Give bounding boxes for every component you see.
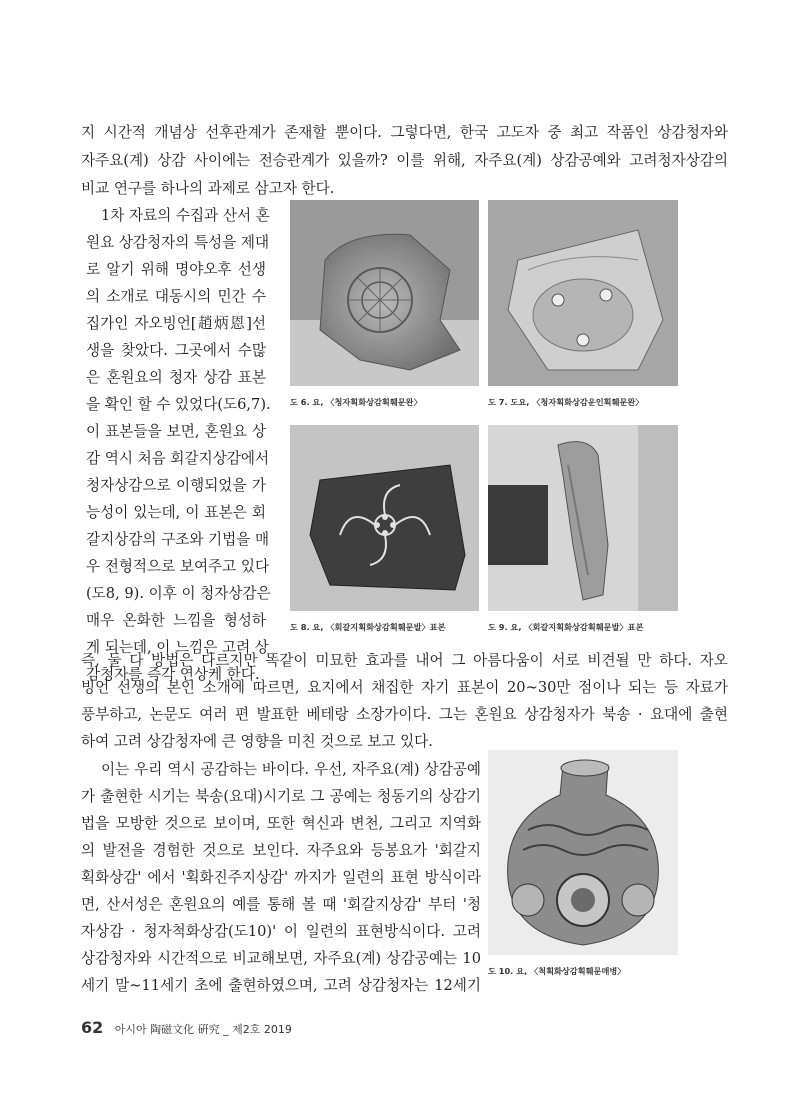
text-line: 자상감 · 청자척화상감(도10)' 이 일련의 표현방식이다. 고려 [81, 923, 481, 940]
text-line: 즉, 둘 다 방법은 다르지만 똑같이 미묘한 효과를 내어 그 아름다움이 서로 비견될 만 하다. 자오 [81, 652, 728, 669]
text-line: (도8, 9). 이후 이 청자상감은 [86, 585, 271, 602]
text-line: 게 되는데, 이 느낌은 고려 상 [86, 639, 269, 656]
text-line: 원요 상감청자의 특성을 제대 [86, 234, 270, 251]
sherd-profile-image [488, 425, 678, 611]
text-line: 획화상감' 에서 '획화진주지상감' 까지가 일련의 표현 방식이라 [81, 869, 481, 886]
celadon-dish-fragment-image [488, 200, 678, 386]
text-line: 로 알기 위해 명야오후 선생 [86, 261, 266, 278]
text-line: 은 혼원요의 청자 상감 표본 [86, 369, 266, 386]
text-line: 면, 산서성은 혼원요의 예를 통해 볼 때 '회갈지상감' 부터 '청 [81, 896, 481, 913]
text-line: 우 전형적으로 보여주고 있다 [86, 558, 270, 575]
figure-8-caption: 도 8. 요, 〈회갈지획화상감획훼문발〉표본 [290, 622, 446, 632]
text-line: 비교 연구를 하나의 과제로 삼고자 한다. [81, 180, 335, 197]
text-line: 하여 고려 상감청자에 큰 영향을 미친 것으로 보고 있다. [81, 733, 433, 750]
journal-title: 아시아 陶磁文化 硏究 _ 제2호 2019 [114, 1023, 292, 1036]
text-line: 이 표본들을 보면, 혼원요 상 [86, 423, 266, 440]
text-line: 매우 온화한 느낌을 형성하 [86, 612, 266, 629]
text-line: 능성이 있는데, 이 표본은 회 [86, 504, 266, 521]
text-line: 자주요(계) 상감 사이에는 전승관계가 있을까? 이를 위해, 자주요(계) 상감공예와 고려청자상감의 [81, 152, 728, 169]
figure-6-photo [290, 200, 479, 386]
text-line: 감청자를 즉각 연상케 한다. [86, 666, 260, 683]
page-footer [81, 1018, 292, 1037]
text-line: 빙언 선생의 본인 소개에 따르면, 요지에서 채집한 자기 표본이 20~30만 점이나 되는 등 자료가 [81, 679, 728, 696]
figure-9-photo [488, 425, 678, 611]
text-line: 법을 모방한 것으로 보이며, 또한 혁신과 변천, 그리고 지역화 [81, 815, 481, 832]
text-line: 가 출현한 시기는 북송(요대)시기로 그 공예는 청동기의 상감기 [81, 788, 481, 805]
text-line: 의 발전을 경험한 것으로 보인다. 자주요와 등봉요가 '회갈지 [81, 842, 481, 859]
text-line: 갈지상감의 구조와 기법을 매 [86, 531, 270, 548]
text-line: 풍부하고, 논문도 여러 편 발표한 베테랑 소장가이다. 그는 혼원요 상감청자가 북송 · 요대에 출현 [81, 706, 728, 723]
text-line: 이는 우리 역시 공감하는 바이다. 우선, 자주요(계) 상감공예 [101, 761, 481, 778]
text-line: 감 역시 처음 회갈지상감에서 [86, 450, 270, 467]
page-number: 62 [81, 1018, 104, 1037]
figure-6-caption: 도 6. 요, 〈청자획화상감획훼문완〉 [290, 397, 422, 407]
text-line: 집가인 자오빙언[趙炳恩]선 [86, 315, 266, 332]
celadon-bowl-fragment-image [290, 200, 479, 386]
figure-7-photo [488, 200, 678, 386]
figure-10-caption: 도 10. 요, 〈척획화상감획훼문매병〉 [488, 966, 626, 976]
brown-inlaid-sherd-image [290, 425, 479, 611]
text-line: 상감청자와 시간적으로 비교해보면, 자주요(계) 상감공예는 10 [81, 950, 481, 967]
text-line: 청자상감으로 이행되었을 가 [86, 477, 266, 494]
inlaid-maebyeong-vase-image [488, 750, 678, 955]
text-line: 지 시간적 개념상 선후관계가 존재할 뿐이다. 그렇다면, 한국 고도자 중 최고 작품인 상감청자와 [81, 124, 728, 141]
text-line: 생을 찾았다. 그곳에서 수많 [86, 342, 266, 359]
figure-8-photo [290, 425, 479, 611]
figure-7-caption: 도 7. 도요, 〈청자획화상감운인획훼문완〉 [488, 397, 644, 407]
figure-10-photo [488, 750, 678, 955]
text-line: 을 확인 할 수 있었다(도6,7). [86, 396, 271, 413]
text-line: 세기 말~11세기 초에 출현하였으며, 고려 상감청자는 12세기 [81, 977, 481, 994]
text-line: 의 소개로 대동시의 민간 수 [86, 288, 266, 305]
figure-9-caption: 도 9. 요, 〈회갈지획화상감획훼문발〉표본 [488, 622, 644, 632]
text-line: 1차 자료의 수집과 산서 혼 [101, 207, 270, 224]
